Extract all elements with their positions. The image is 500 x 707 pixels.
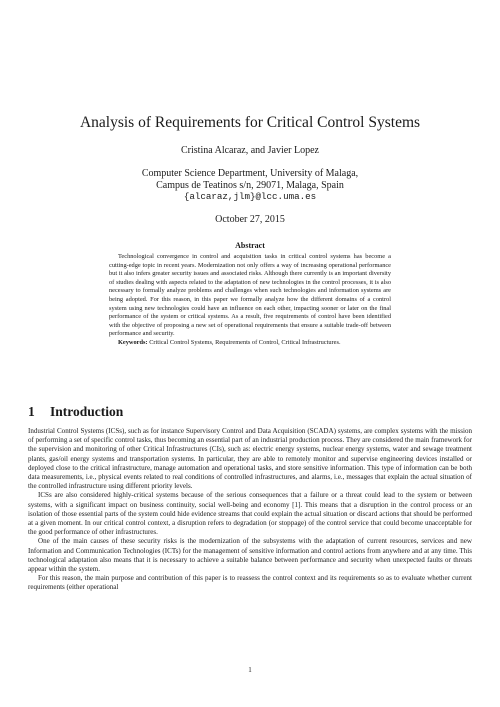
paper-date: October 27, 2015 <box>215 214 285 225</box>
author-email: {alcaraz,jlm}@lcc.uma.es <box>183 191 317 202</box>
page-number: 1 <box>248 666 252 674</box>
section-title: Introduction <box>50 404 124 419</box>
affiliation-line-1: Computer Science Department, University of Malaga, <box>141 168 359 179</box>
body-paragraph: One of the main causes of these security risks is the modernization of the subsystems with the adaptation of current resources, services and new Information and Communication Technologies (ICTs) for the management of sensitive information and control actions from anywhere and at any time. This technological adaptation also means that it is necessary to achieve a suitable balance between performance and security when unexpected faults or threats appear within the system. <box>28 537 472 574</box>
paper-authors: Cristina Alcaraz, and Javier Lopez <box>181 145 319 156</box>
affiliation-line-2: Campus de Teatinos s/n, 29071, Malaga, Spain <box>156 179 344 191</box>
abstract-block <box>109 253 391 348</box>
body-paragraph: Industrial Control Systems (ICSs), such as for instance Supervisory Control and Data Acquisition (SCADA) systems, are complex systems with the mission of performing a set of specific control tasks, thus becoming an essential part of an industrial production process. They are considered the main framework for the supervision and monitoring of other Critical Infrastructures (CIs), such as: electric energy systems, nuclear energy systems, water and sewage treatment plants, gas/oil energy systems and transportation systems. In particular, they are able to remotely monitor and supervise engineering devices installed or deployed close to the critical infrastructure, manage automation and operational tasks, and store sensitive information. This type of information can be both data measurements, i.e., physical events related to real conditions of controlled infrastructures, and alarms, i.e., messages that explain the actual situation of the controlled infrastructure using different priority levels. <box>28 427 472 491</box>
abstract-keywords <box>109 339 391 348</box>
abstract-heading: Abstract <box>235 241 265 250</box>
keywords-text: Critical Control Systems, Requirements of Control, Critical Infrastructures. <box>149 338 341 346</box>
section-heading <box>28 404 123 420</box>
section-body <box>28 427 472 593</box>
abstract-text: Technological convergence in control and acquisition tasks in critical control systems has become a cutting-edge topic in recent years. Modernization not only offers a way of increasing operational performance but it also infers greater security issues and associated risks. Although there currently is an important diversity of studies dealing with aspects related to the adaptation of new technologies in the control processes, it is also necessary to formally analyze problems and challenges when such technologies and information systems are being adopted. For this reason, in this paper we formally analyze how the different domains of a control system using new technologies could have an influence on each other, impacting sooner or later on the final performance of the system or critical systems. As a result, five requirements of control have been identified with the objective of proposing a new set of operational requirements that ensure a suitable trade-off between performance and security. <box>109 253 391 338</box>
body-paragraph: For this reason, the main purpose and contribution of this paper is to reassess the control context and its requirements so as to evaluate whether current requirements (either operational <box>28 574 472 592</box>
keywords-label: Keywords: <box>118 338 148 346</box>
author-affiliation <box>0 168 500 203</box>
section-number: 1 <box>28 404 35 419</box>
paper-title: Analysis of Requirements for Critical Control Systems <box>79 114 421 131</box>
body-paragraph: ICSs are also considered highly-critical systems because of the serious consequences that a failure or a threat could lead to the system or between systems, with a significant impact on business continuity, social well-being and economy [1]. This means that a disruption in the control process or an isolation of those essential parts of the system could hide evidence streams that could explain the actual situation or discard actions that should be performed at a given moment. In our critical control context, a disruption refers to degradation (or stoppage) of the control service that could become unacceptable for the good performance of other infrastructures. <box>28 491 472 537</box>
